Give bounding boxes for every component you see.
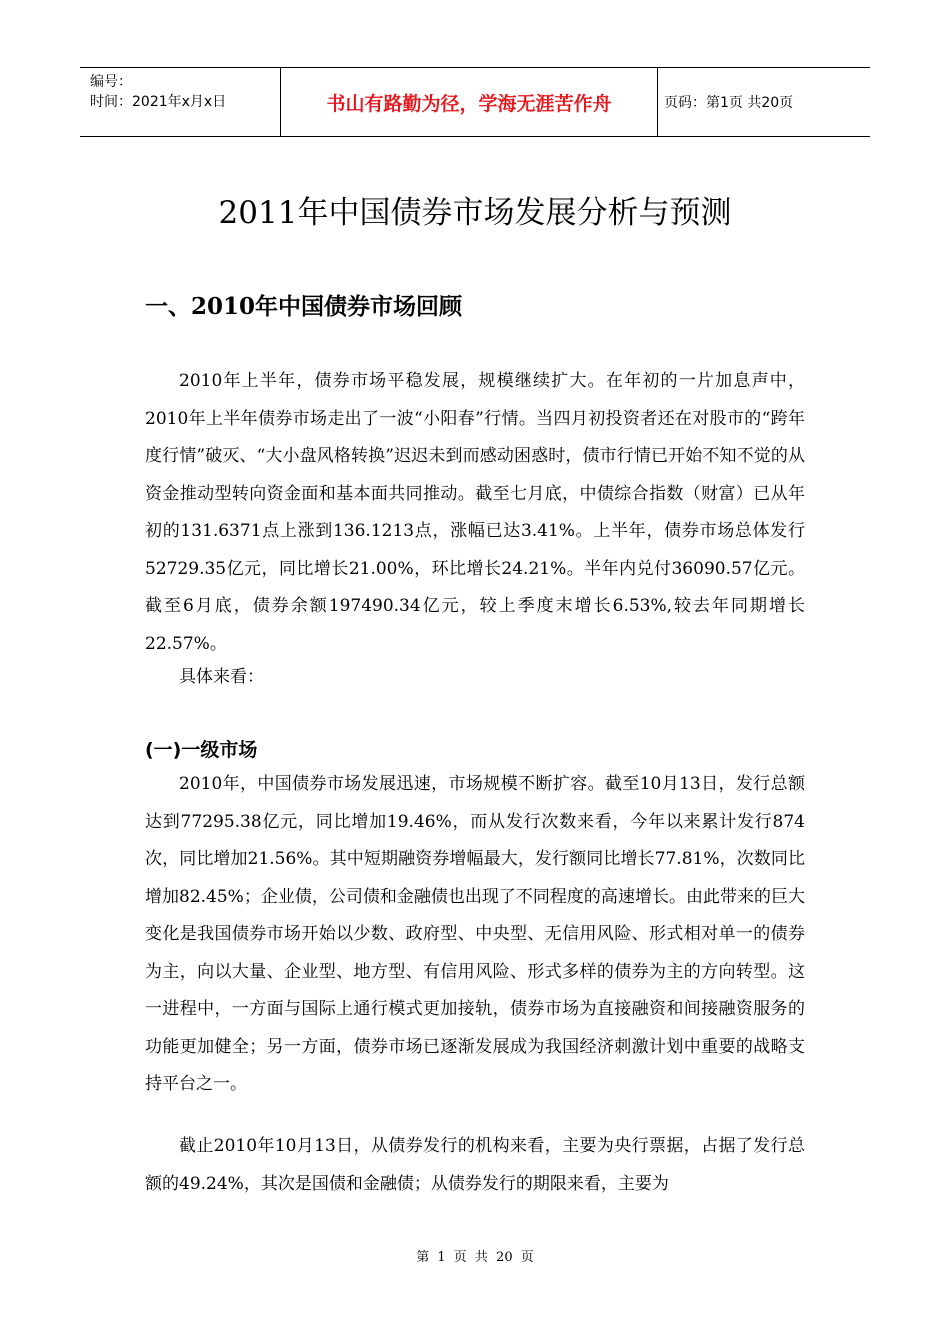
document-title: 2011年中国债券市场发展分析与预测: [218, 195, 732, 231]
page-footer: 第 1 页 共 20 页: [416, 1250, 534, 1265]
header-meta: [80, 68, 281, 136]
paragraph: 具体来看：: [179, 667, 264, 687]
header-page-info: 页码：第1页 共20页: [664, 95, 794, 111]
paragraph: 2010年上半年，债券市场平稳发展，规模继续扩大。在年初的一片加息声中，2010年上半年债券市场走出了一波“小阳春”行情。当四月初投资者还在对股市的“跨年度行情”破灭、“大小盘风格转换”迟迟未到而感动困惑时，债市行情已开始不知不觉的从资金推动型转向资金面和基本面共同推动。截至七月底，中债综合指数（财富）已从年初的131.6371点上涨到136.1213点，涨幅已达3.41%。上半年，债券市场总体发行52729.35亿元，同比增长21.00%，环比增长24.21%。半年内兑付36090.57亿元。截至6月底，债券余额197490.34亿元，较上季度末增长6.53%,较去年同期增长22.57%。: [145, 371, 805, 654]
paragraph: 2010年，中国债券市场发展迅速，市场规模不断扩容。截至10月13日，发行总额达到77295.38亿元，同比增加19.46%，而从发行次数来看，今年以来累计发行874次，同比增加21.56%。其中短期融资券增幅最大，发行额同比增长77.81%，次数同比增加82.45%；企业债，公司债和金融债也出现了不同程度的高速增长。由此带来的巨大变化是我国债券市场开始以少数、政府型、中央型、无信用风险、形式相对单一的债券为主，向以大量、企业型、地方型、有信用风险、形式多样的债券为主的方向转型。这一进程中，一方面与国际上通行模式更加接轨，债券市场为直接融资和间接融资服务的功能更加健全；另一方面，债券市场已逐渐发展成为我国经济刺激计划中重要的战略支持平台之一。: [145, 774, 805, 1094]
document-header: [80, 67, 870, 137]
subsection-heading: (一)一级市场: [145, 739, 258, 761]
header-time-label: 时间：2021年x月x日: [90, 94, 227, 110]
header-number-label: 编号：: [90, 74, 132, 90]
paragraph: 截止2010年10月13日，从债券发行的机构来看，主要为央行票据，占据了发行总额的49.24%，其次是国债和金融债；从债券发行的期限来看，主要为: [145, 1136, 805, 1194]
header-motto: 书山有路勤为径，学海无涯苦作舟: [281, 68, 658, 136]
section-heading: 一、2010年中国债券市场回顾: [145, 293, 463, 320]
